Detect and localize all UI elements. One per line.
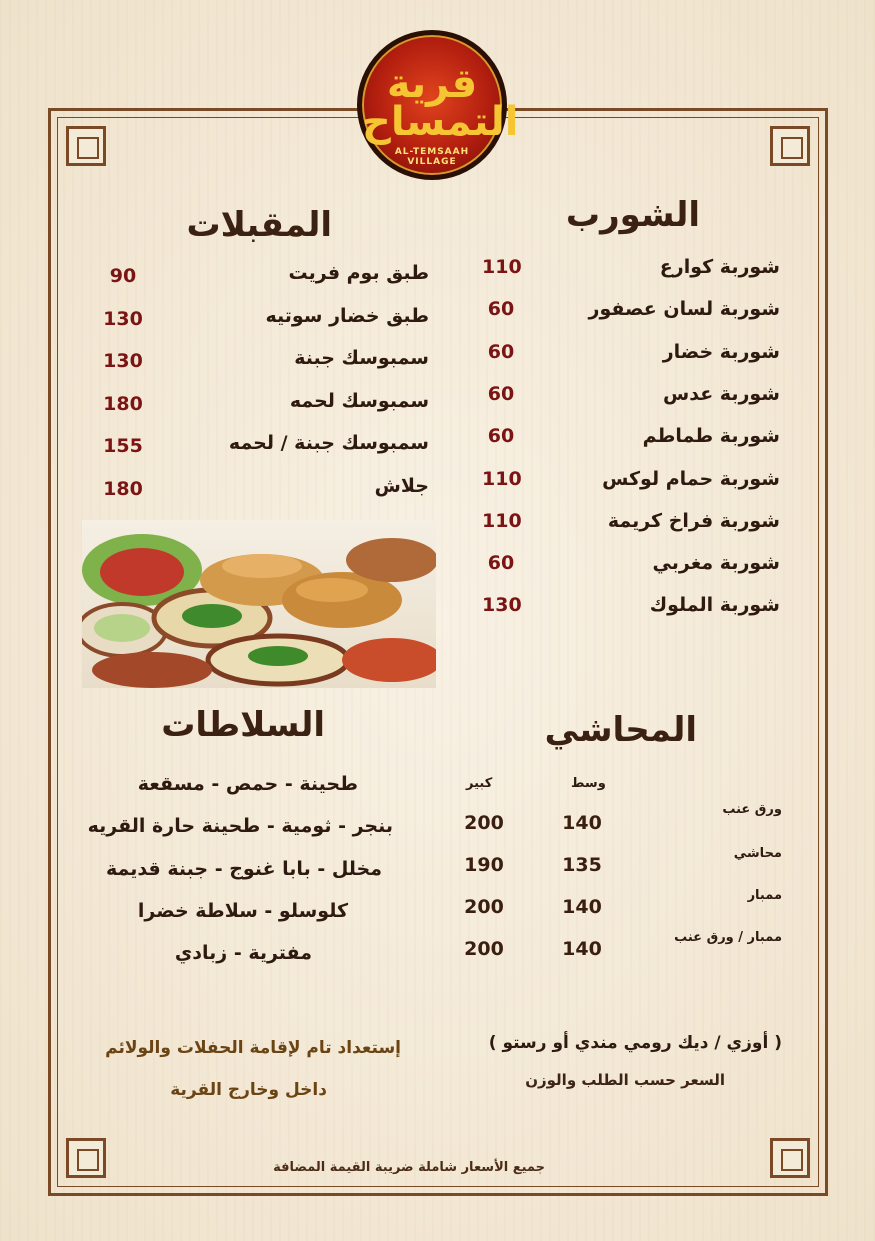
logo-title	[362, 61, 519, 145]
footer-vat-note: جميع الأسعار شاملة ضريبة القيمة المضافة	[273, 1160, 545, 1175]
mahashi-item-name: ورق عنب	[722, 802, 782, 817]
appetizer-item-name: طبق خضار سوتيه	[265, 304, 429, 327]
appetizer-item-price: 155	[103, 435, 143, 457]
appetizer-item-name: سمبوسك جبنة	[294, 347, 429, 369]
food-photo-illustration	[82, 520, 436, 688]
events-line1: إستعداد تام لإقامة الحفلات والولائم	[105, 1038, 401, 1058]
appetizer-item-name: طبق بوم فريت	[288, 262, 429, 284]
mahashi-item-medium-price: 135	[562, 854, 602, 876]
appetizer-item-name: سمبوسك جبنة / لحمه	[228, 432, 429, 454]
logo	[357, 30, 519, 180]
frame-corner-top-right	[770, 126, 810, 166]
soup-item-price: 60	[487, 340, 515, 363]
soup-item-name: شوربة حمام لوكس	[602, 467, 780, 490]
soup-item-price: 110	[482, 256, 522, 278]
mahashi-item-name: ممبار	[747, 888, 782, 903]
soup-item-name: شوربة الملوك	[649, 594, 780, 617]
soup-item-price: 60	[487, 298, 515, 321]
soup-item-name: شوربة فراخ كريمة	[607, 509, 780, 532]
appetizers-title: المقبلات	[186, 205, 332, 245]
mahashi-item-medium-price: 140	[562, 812, 602, 834]
salads-title: السلاطات	[161, 705, 325, 745]
appetizer-item-price: 130	[103, 307, 143, 330]
soup-item-name: شوربة خضار	[662, 340, 780, 363]
soup-item-name: شوربة طماطم	[642, 425, 780, 448]
salad-item: مفترية - زبادي	[174, 942, 312, 965]
mahashi-item-name: ممبار / ورق عنب	[674, 930, 782, 945]
mahashi-item-name: محاشي	[733, 846, 782, 861]
frame-corner-bottom-left	[66, 1138, 106, 1178]
appetizer-item-price: 90	[109, 265, 137, 287]
mahashi-col-medium: وسط	[571, 776, 606, 791]
soup-item-name: شوربة مغربي	[652, 552, 780, 575]
appetizer-item-price: 180	[103, 477, 143, 500]
soup-item-name: شوربة عدس	[663, 382, 780, 405]
salad-item: بنجر - ثومية - طحينة حارة القريه	[87, 815, 393, 838]
soup-item-price: 60	[487, 382, 515, 405]
soup-item-price: 110	[482, 467, 522, 490]
salad-item: مخلل - بابا غنوج - جبنة قديمة	[105, 857, 382, 880]
soup-item-price: 60	[487, 425, 515, 448]
salad-item: طحينة - حمص - مسقعة	[137, 773, 358, 795]
mahashi-item-medium-price: 140	[562, 938, 602, 960]
salad-item: كلوسلو - سلاطة خضرا	[137, 899, 348, 922]
logo-title-line2: التمساح	[362, 99, 519, 145]
soup-item-price: 60	[487, 552, 515, 575]
specials-price-note: السعر حسب الطلب والوزن	[525, 1071, 725, 1089]
mahashi-item-large-price: 200	[464, 938, 504, 960]
logo-title-line1: قرية	[386, 61, 478, 107]
mahashi-title: المحاشي	[544, 710, 697, 750]
mahashi-item-large-price: 200	[464, 812, 504, 834]
food-photo	[82, 520, 436, 688]
events-line2: داخل وخارج القرية	[170, 1080, 327, 1100]
mahashi-item-large-price: 200	[464, 896, 504, 918]
soup-item-price: 110	[482, 509, 522, 532]
mahashi-item-medium-price: 140	[562, 896, 602, 918]
soup-item-name: شوربة لسان عصفور	[588, 298, 780, 321]
soups-title: الشورب	[565, 195, 700, 235]
appetizer-item-name: سمبوسك لحمه	[289, 389, 429, 412]
frame-corner-top-left	[66, 126, 106, 166]
mahashi-item-large-price: 190	[464, 854, 504, 876]
logo-subtitle: AL-TEMSAAH VILLAGE	[394, 147, 470, 167]
soup-item-price: 130	[482, 594, 522, 617]
specials-line: ( أوزي / ديك رومي مندي أو رستو )	[488, 1033, 782, 1053]
mahashi-col-large: كبير	[466, 776, 493, 791]
soup-item-name: شوربة كوارع	[659, 256, 780, 278]
appetizer-item-price: 130	[103, 350, 143, 372]
appetizer-item-price: 180	[103, 392, 143, 415]
frame-corner-bottom-right	[770, 1138, 810, 1178]
appetizer-item-name: جلاش	[374, 474, 429, 497]
